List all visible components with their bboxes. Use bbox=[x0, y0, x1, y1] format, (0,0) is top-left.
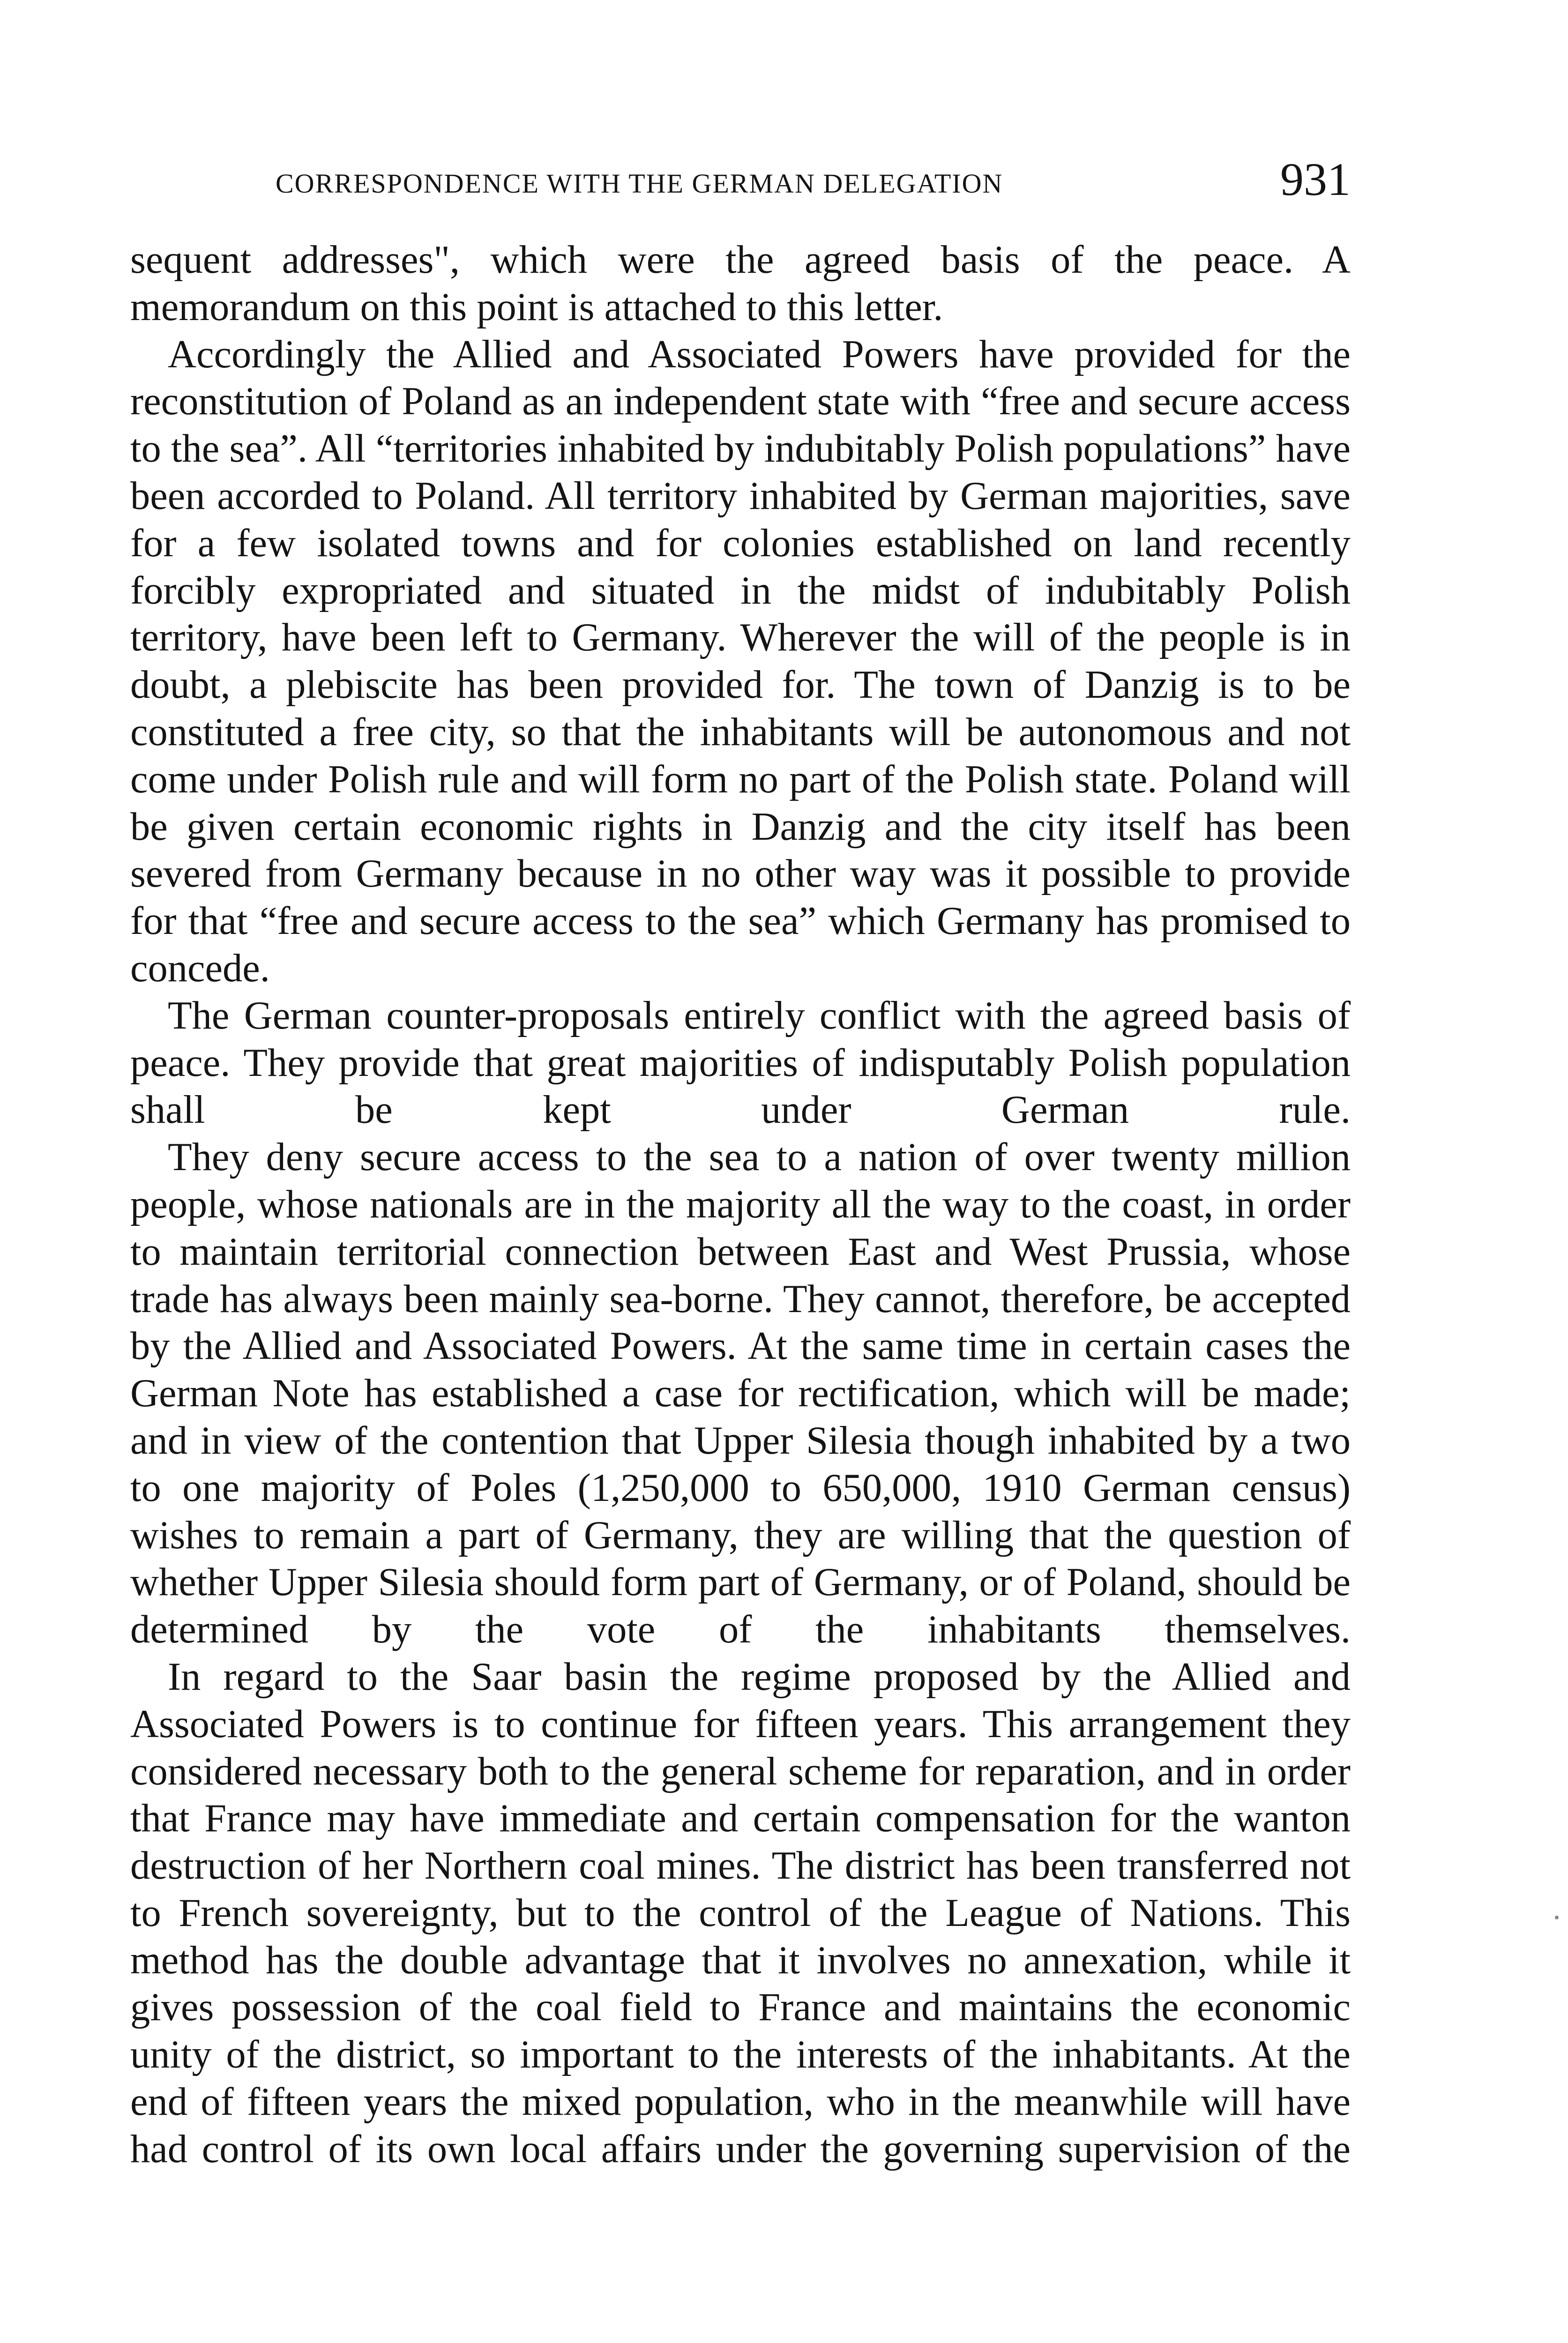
paragraph-saar-basin: In regard to the Saar basin the regime proposed by the Allied and Associated Powers is to continue for fifteen years. This arrangement they considered necessary both to the general scheme for reparation, and in order that France may have immediate and certain compensation for the wanton destruction of her Northern coal mines. The district has been transferred not to French sovereignty, but to the control of the League of Nations. This method has the double advantage that it involves no annexation, while it gives possession of the coal field to France and maintains the economic unity of the district, so important to the interests of the inhabitants. At the end of fifteen years the mixed population, who in the meanwhile will have had control of its own local affairs under the governing supervision of the bbox=[130, 1655, 1351, 2171]
page-number: 931 bbox=[1280, 153, 1351, 205]
scan-speck bbox=[1555, 1916, 1559, 1919]
paragraph-sea-access: They deny secure access to the sea to a nation of over twenty million people, whose nationals are in the majority all the way to the coast, in order to maintain territorial connection between East and West Prussia, whose trade has always been mainly sea-borne. They cannot, therefore, be accepted by the Allied and Associated Powers. At the same time in certain cases the German Note has established a case for rectification, which will be made; and in view of the contention that Upper Silesia though inhabited by a two to one majority of Poles (1,250,000 to 650,000, 1910 German census) wishes to remain a part of Germany, they are willing that the question of whether Upper Silesia should form part of Germany, or of Poland, should be determined by the vote of the inhabitants themselves. bbox=[130, 1135, 1351, 1652]
running-head bbox=[130, 149, 1351, 210]
body-text bbox=[130, 237, 1351, 2173]
running-title: CORRESPONDENCE WITH THE GERMAN DELEGATION bbox=[276, 168, 1003, 199]
paragraph-continued: sequent addresses", which were the agreed basis of the peace. A memorandum on this point is attached to this letter. bbox=[130, 238, 1351, 329]
paragraph-counter-proposals: The German counter-proposals entirely conflict with the agreed basis of peace. They provide that great majorities of indisputably Polish population shall be kept under German rule. bbox=[130, 993, 1351, 1132]
paragraph-poland: Accordingly the Allied and Associated Powers have provided for the reconstitution of Poland as an independent state with “free and secure access to the sea”. All “territories inhabited by indubitably Polish populations” have been accorded to Poland. All territory inhabited by German majorities, save for a few isolated towns and for colonies established on land recently forcibly expropriated and situated in the midst of indubitably Polish territory, have been left to Germany. Wherever the will of the people is in doubt, a plebiscite has been provided for. The town of Danzig is to be constituted a free city, so that the inhabitants will be autonomous and not come under Polish rule and will form no part of the Polish state. Poland will be given certain economic rights in Danzig and the city itself has been severed from Germany because in no other way was it possible to provide for that “free and secure access to the sea” which Germany has promised to concede. bbox=[130, 332, 1351, 990]
